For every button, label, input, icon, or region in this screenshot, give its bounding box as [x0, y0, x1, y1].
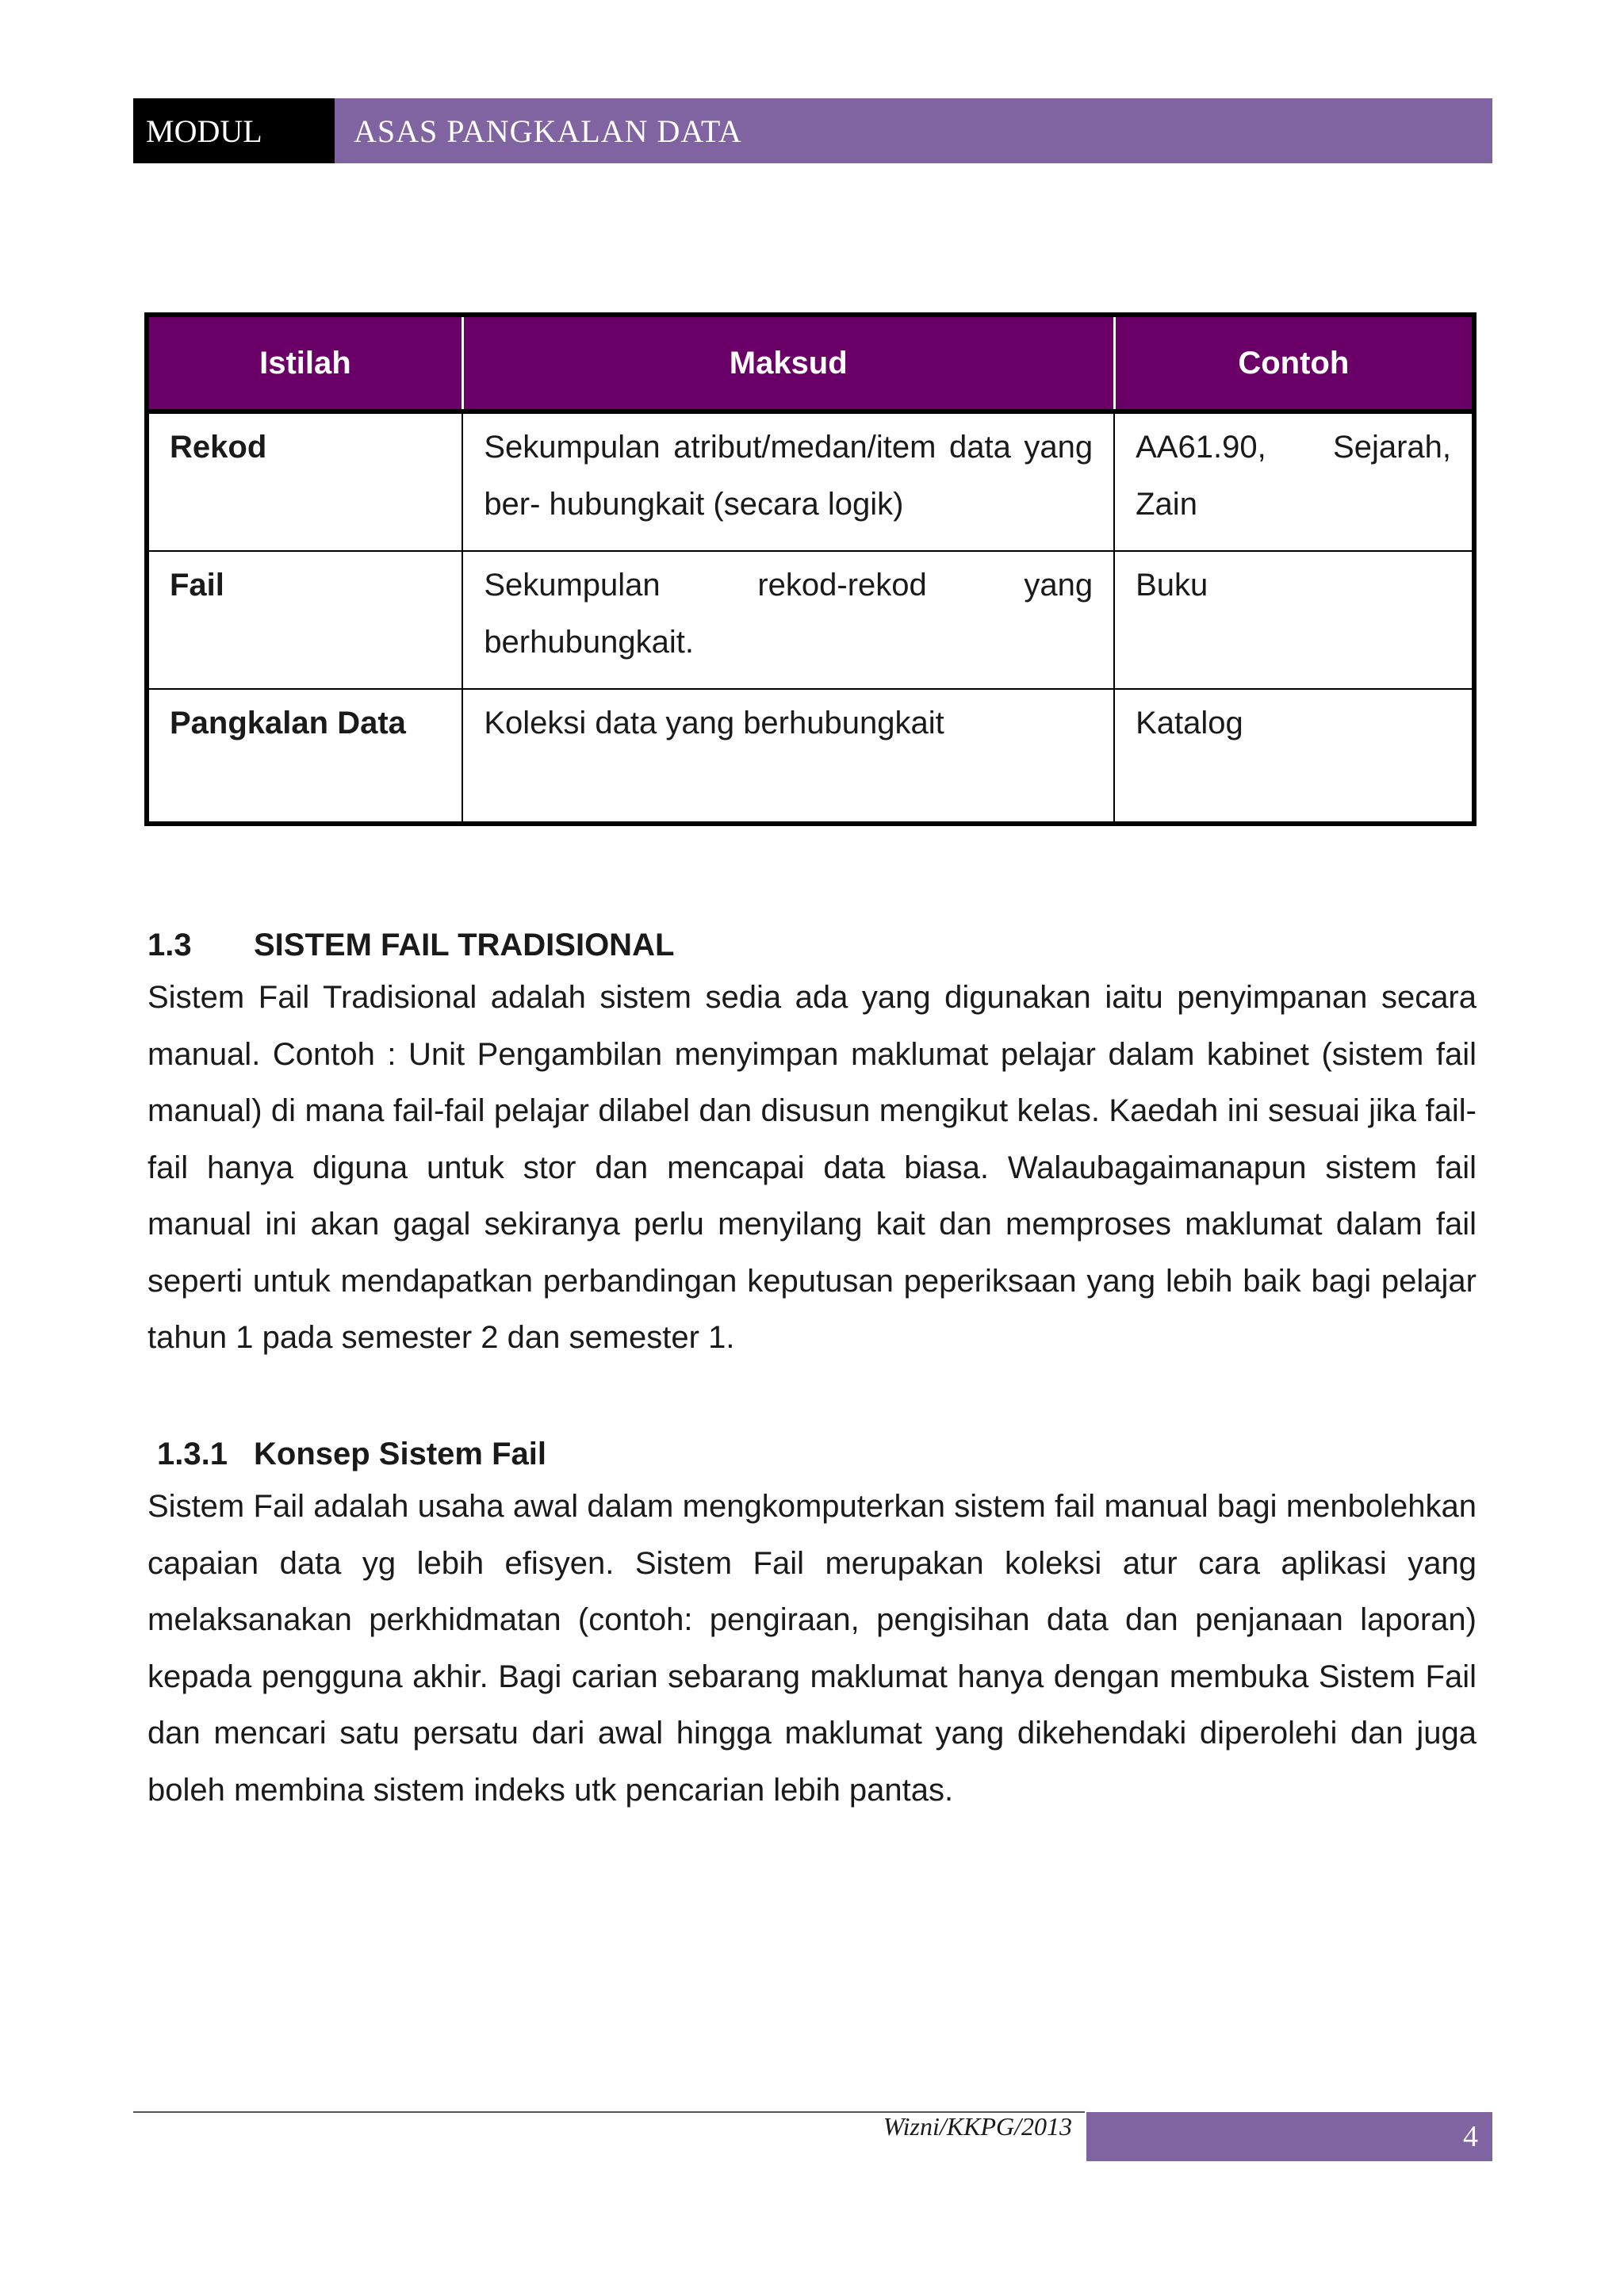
footer-credit: Wizni/KKPG/2013	[883, 2112, 1072, 2141]
table-header-row	[147, 315, 1474, 411]
cell-meaning-text: Sekumpulan rekod-rekod yang berhubungkait.	[484, 568, 1094, 660]
table-row	[147, 551, 1474, 689]
subsection-paragraph: Sistem Fail adalah usaha awal dalam mengkomputerkan sistem fail manual bagi menbolehkan capaian data yg lebih efisyen. Sistem Fail merupakan koleksi atur cara aplikasi yang melaksanakan perkhidmatan (contoh: pengiraan, pengisihan data dan penjanaan laporan) kepada pengguna akhir. Bagi carian sebarang maklumat hanya dengan membuka Sistem Fail dan mencari satu persatu dari awal hingga maklumat yang dikehendaki diperolehi dan juga boleh membina sistem indeks utk pencarian lebih pantas.	[147, 1489, 1477, 1808]
cell-meaning: Sekumpulan atribut/medan/item data yang ber- hubungkait (secara logik)	[462, 411, 1114, 551]
column-header-example: Contoh	[1114, 315, 1474, 411]
table-row	[147, 689, 1474, 824]
page-number-box	[1086, 2112, 1492, 2161]
subsection-heading	[147, 1437, 1477, 1472]
section-number: 1.3	[147, 928, 192, 962]
page-header	[133, 98, 1492, 163]
section-paragraph: Sistem Fail Tradisional adalah sistem sedia ada yang digunakan iaitu penyimpanan secara manual. Contoh : Unit Pengambilan menyimpan maklumat pelajar dalam kabinet (sistem fail manual) di mana fail-fail pelajar dilabel dan disusun mengikut kelas. Kaedah ini sesuai jika fail-fail hanya diguna untuk stor dan mencapai data biasa. Walaubagaimanapun sistem fail manual ini akan gagal sekiranya perlu menyilang kait dan memproses maklumat dalam fail seperti untuk mendapatkan perbandingan keputusan peperiksaan yang lebih baik bagi pelajar tahun 1 pada semester 2 dan semester 1.	[147, 980, 1477, 1355]
subsection-title: Konsep Sistem Fail	[254, 1437, 546, 1471]
terms-table	[144, 312, 1477, 826]
header-title: ASAS PANGKALAN DATA	[335, 98, 1492, 163]
cell-meaning	[462, 551, 1114, 689]
cell-term: Rekod	[147, 411, 462, 551]
table-row	[147, 411, 1474, 551]
cell-example: Katalog	[1114, 689, 1474, 824]
section-heading	[147, 928, 1477, 963]
cell-meaning: Koleksi data yang berhubungkait	[462, 689, 1114, 824]
section-traditional-file-system	[147, 928, 1477, 1367]
column-header-meaning: Maksud	[462, 315, 1114, 411]
header-module-label: MODUL	[133, 98, 335, 163]
column-header-term: Istilah	[147, 315, 462, 411]
section-title: SISTEM FAIL TRADISIONAL	[254, 928, 675, 962]
cell-term: Pangkalan Data	[147, 689, 462, 824]
cell-example: Buku	[1114, 551, 1474, 689]
page-number: 4	[1463, 2120, 1478, 2153]
section-file-system-concept	[147, 1437, 1477, 1819]
cell-example: AA61.90, Sejarah, Zain	[1114, 411, 1474, 551]
subsection-number: 1.3.1	[157, 1437, 228, 1471]
cell-term: Fail	[147, 551, 462, 689]
